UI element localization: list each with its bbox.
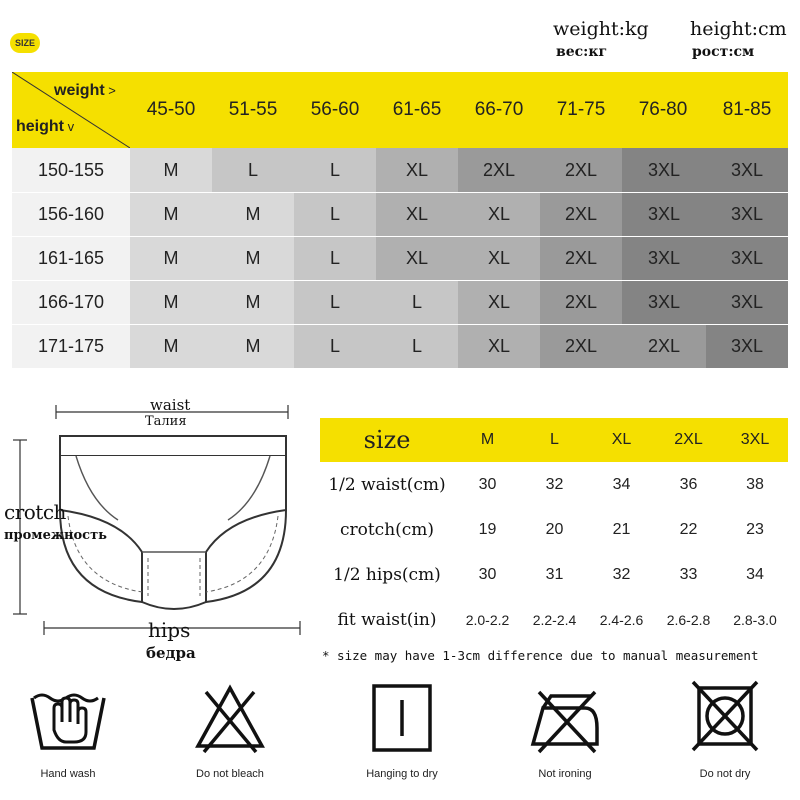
measure-row-label: 1/2 waist(cm) [328,474,446,495]
size-cell: 3XL [622,148,706,192]
size-cell: 3XL [622,280,706,324]
hand-wash-icon [28,678,108,758]
size-cell: L [294,324,376,368]
measure-row-label: crotch(cm) [339,519,435,540]
size-col-header: L [550,431,559,448]
measure-header-row [320,418,788,462]
size-cell: 2XL [540,148,622,192]
measurement-table [320,418,788,644]
size-cell: 2XL [540,236,622,280]
measure-value-cell: 2.6-2.8 [666,611,711,628]
care-item-hand-wash [8,678,128,788]
size-cell: 3XL [622,236,706,280]
measurement-note: * size may have 1-3cm difference due to manual measurement [322,648,759,663]
height-row-header: 166-170 [12,280,130,324]
care-label: Do not bleach [196,768,264,780]
size-col-header: 3XL [740,431,770,448]
height-unit-en: height:cm [690,18,787,40]
measure-row-label: fit waist(in) [337,609,437,630]
hang-to-dry-icon [362,678,442,758]
measure-value-cell: 2.8-3.0 [733,611,777,628]
measure-value-cell: 20 [545,520,564,538]
waist-label-ru: Талия [145,414,187,429]
size-cell: M [212,192,294,236]
weight-col-header: 81-85 [722,99,772,120]
measure-value-cell: 31 [545,565,564,583]
weight-col-header: 76-80 [638,99,688,120]
size-col-header: M [480,431,495,448]
care-label: Do not dry [699,768,751,780]
size-cell: M [212,324,294,368]
corner-weight-label: weight > [54,82,116,99]
size-cell: L [376,324,458,368]
size-cell: 3XL [706,236,788,280]
size-cell: L [376,280,458,324]
care-label: Not ironing [538,768,592,780]
care-label: Hanging to dry [366,768,438,780]
size-cell: 3XL [706,148,788,192]
size-cell: 2XL [540,192,622,236]
size-cell: L [294,280,376,324]
measure-value-cell: 30 [478,475,497,493]
measure-value-cell: 2.4-2.6 [599,611,644,628]
height-row-header: 161-165 [12,236,130,280]
weight-col-header: 71-75 [556,99,606,120]
size-cell: XL [458,280,540,324]
size-cell: 2XL [540,324,622,368]
measure-value-cell: 23 [746,520,764,538]
size-cell: M [130,324,212,368]
row-separator [12,192,788,193]
table-row [12,148,788,192]
measure-value-cell: 38 [746,475,764,493]
measure-value-cell: 32 [545,475,564,493]
size-cell: XL [458,192,540,236]
crotch-label-en: crotch [4,500,66,524]
measure-value-cell: 36 [679,475,698,493]
measure-value-cell: 22 [679,520,698,538]
measure-row-label: 1/2 hips(cm) [333,564,441,585]
weight-col-header: 51-55 [228,99,278,120]
size-cell: M [130,192,212,236]
weight-unit-ru: вес:кг [556,44,608,60]
row-separator [12,236,788,237]
weight-col-header: 56-60 [310,99,360,120]
table-row [12,236,788,280]
size-header-label: size [363,426,411,454]
corner-height-label: height v [16,118,75,135]
care-item-not-ironing [505,678,625,788]
care-item-do-not-bleach [170,678,290,788]
size-cell: 2XL [540,280,622,324]
size-cell: XL [376,148,458,192]
size-cell: M [130,148,212,192]
weight-col-header: 66-70 [474,99,524,120]
table-row [12,192,788,236]
height-weight-size-table [12,72,788,370]
care-label: Hand wash [40,768,96,780]
size-cell: L [294,236,376,280]
measure-value-cell: 34 [746,565,764,583]
waist-label-en: waist [150,396,191,414]
table-row [12,280,788,324]
table-row [12,324,788,368]
weight-col-header: 45-50 [146,99,196,120]
measure-value-cell: 21 [612,520,631,538]
size-cell: 2XL [458,148,540,192]
measure-value-cell: 32 [612,565,631,583]
care-item-do-not-dry [665,678,785,788]
size-cell: 3XL [706,192,788,236]
crotch-label-ru: промежность [4,528,107,543]
weight-col-header: 61-65 [392,99,442,120]
table-header-row [12,72,788,148]
size-badge: SIZE [10,33,40,53]
size-cell: M [130,280,212,324]
size-cell: 3XL [706,280,788,324]
measure-value-cell: 2.2-2.4 [532,611,577,628]
not-ironing-icon [525,678,605,758]
do-not-dry-icon [685,678,765,758]
care-item-hanging-to-dry [342,678,462,788]
row-separator [12,280,788,281]
measure-value-cell: 30 [478,565,497,583]
weight-unit-en: weight:kg [553,18,649,40]
size-cell: 3XL [706,324,788,368]
measure-value-cell: 33 [679,565,698,583]
size-cell: L [294,148,376,192]
size-cell: M [130,236,212,280]
size-cell: 2XL [622,324,706,368]
height-row-header: 156-160 [12,192,130,236]
hips-label-ru: бедра [146,644,196,662]
size-cell: M [212,236,294,280]
height-row-header: 171-175 [12,324,130,368]
size-col-header: XL [611,431,632,448]
size-cell: XL [376,236,458,280]
measure-value-cell: 19 [478,520,497,538]
size-cell: L [212,148,294,192]
size-cell: L [294,192,376,236]
size-cell: XL [458,324,540,368]
size-cell: 3XL [622,192,706,236]
height-unit-ru: рост:см [692,44,755,60]
measure-value-cell: 2.0-2.2 [465,611,510,628]
do-not-bleach-icon [190,678,270,758]
table-corner [12,72,130,148]
size-col-header: 2XL [674,431,703,448]
measure-value-cell: 34 [612,475,631,493]
height-row-header: 150-155 [12,148,130,192]
size-cell: M [212,280,294,324]
size-cell: XL [376,192,458,236]
size-cell: XL [458,236,540,280]
brief-measurement-diagram [0,392,310,672]
hips-label-en: hips [148,618,191,642]
row-separator [12,324,788,325]
